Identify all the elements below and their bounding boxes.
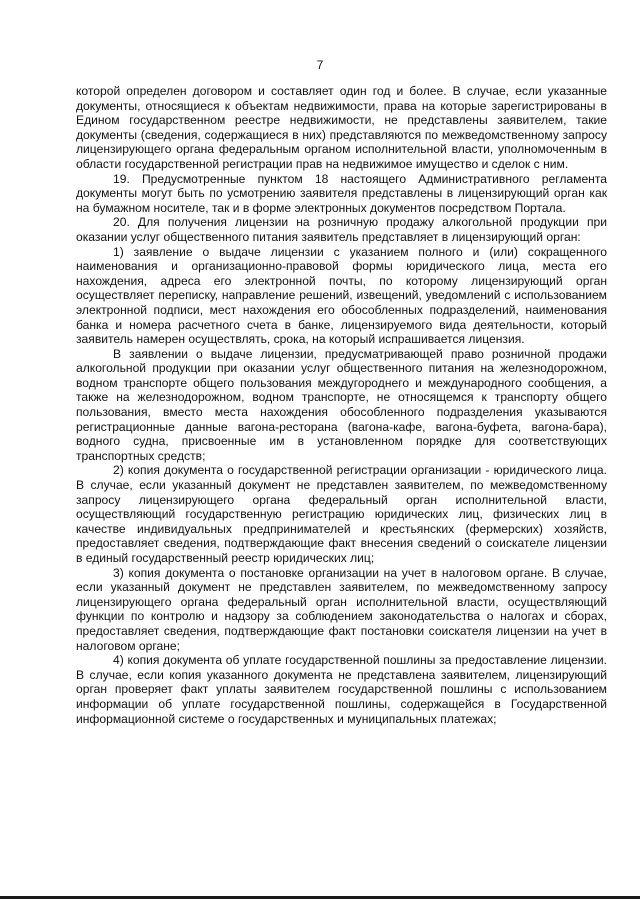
paragraph-item-19: 19. Предусмотренные пунктом 18 настоящего Административного регламента документы могут быть по усмотрению заявителя представлены в лицензирующий орган как на бумажном носителе, так и в форме электронных документов посредством Портала. xyxy=(76,171,607,215)
paragraph-subitem-1-continuation: В заявлении о выдаче лицензии, предусматривающей право розничной продажи алкогольной продукции при оказании услуг общественного питания на железнодорожном, водном транспорте общего пользования междугороднего и международного сообщения, а также на железнодорожном, водном транспорте, не относящемся к транспорту общего пользования, вместо места нахождения обособленного подразделения указываются регистрационные данные вагона-ресторана (вагона-кафе, вагона-буфета, вагона-бара), водного судна, присвоенные им в установленном порядке для соответствующих транспортных средств; xyxy=(76,346,607,463)
paragraph-subitem-4: 4) копия документа об уплате государственной пошлины за предоставление лицензии. В случае, если копия указанного документа не представлена заявителем, лицензирующий орган проверяет факт уплаты заявителем государственной пошлины с использованием информации об уплате государственной пошлины, содержащейся в Государственной информационной системе о государственных и муниципальных платежах; xyxy=(76,653,607,726)
paragraph-item-20: 20. Для получения лицензии на розничную продажу алкогольной продукции при оказании услуг общественного питания заявитель представляет в лицензирующий орган: xyxy=(76,215,607,244)
paragraph-continuation: которой определен договором и составляет один год и более. В случае, если указанные документы, относящиеся к объектам недвижимости, права на которые зарегистрированы в Едином государственном реестре недвижимости, не представлены заявителем, такие документы (сведения, содержащиеся в них) представляются по межведомственному запросу лицензирующего органа федеральным органом исполнительной власти, уполномоченным в области государственной регистрации прав на недвижимое имущество и сделок с ним. xyxy=(76,84,607,171)
page-number: 7 xyxy=(316,58,324,72)
paragraph-subitem-2: 2) копия документа о государственной регистрации организации - юридического лица. В случае, если указанный документ не представлен заявителем, по межведомственному запросу лицензирующего органа федеральный орган исполнительной власти, осуществляющий государственную регистрацию юридических лиц, физических лиц в качестве индивидуальных предпринимателей и крестьянских (фермерских) хозяйств, предоставляет сведения, подтверждающие факт внесения сведений о соискателе лицензии в единый государственный реестр юридических лиц; xyxy=(76,463,607,565)
paragraph-subitem-3: 3) копия документа о постановке организации на учет в налоговом органе. В случае, если указанный документ не представлен заявителем, по межведомственному запросу лицензирующего органа федеральный орган исполнительной власти, осуществляющий функции по контролю и надзору за соблюдением законодательства о налогах и сборах, предоставляет сведения, подтверждающие факт постановки соискателя лицензии на учет в налоговом органе; xyxy=(76,565,607,653)
paragraph-subitem-1: 1) заявление о выдаче лицензии с указанием полного и (или) сокращенного наименования и организационно-правовой формы юридического лица, места его нахождения, адреса его электронной почты, по которому лицензирующий орган осуществляет переписку, направление решений, извещений, уведомлений с использованием электронной подписи, мест нахождения его обособленных подразделений, наименования банка и номера расчетного счета в банке, лицензируемого вида деятельности, который заявитель намерен осуществлять, срока, на который испрашивается лицензия. xyxy=(76,244,607,347)
document-body xyxy=(76,84,607,726)
